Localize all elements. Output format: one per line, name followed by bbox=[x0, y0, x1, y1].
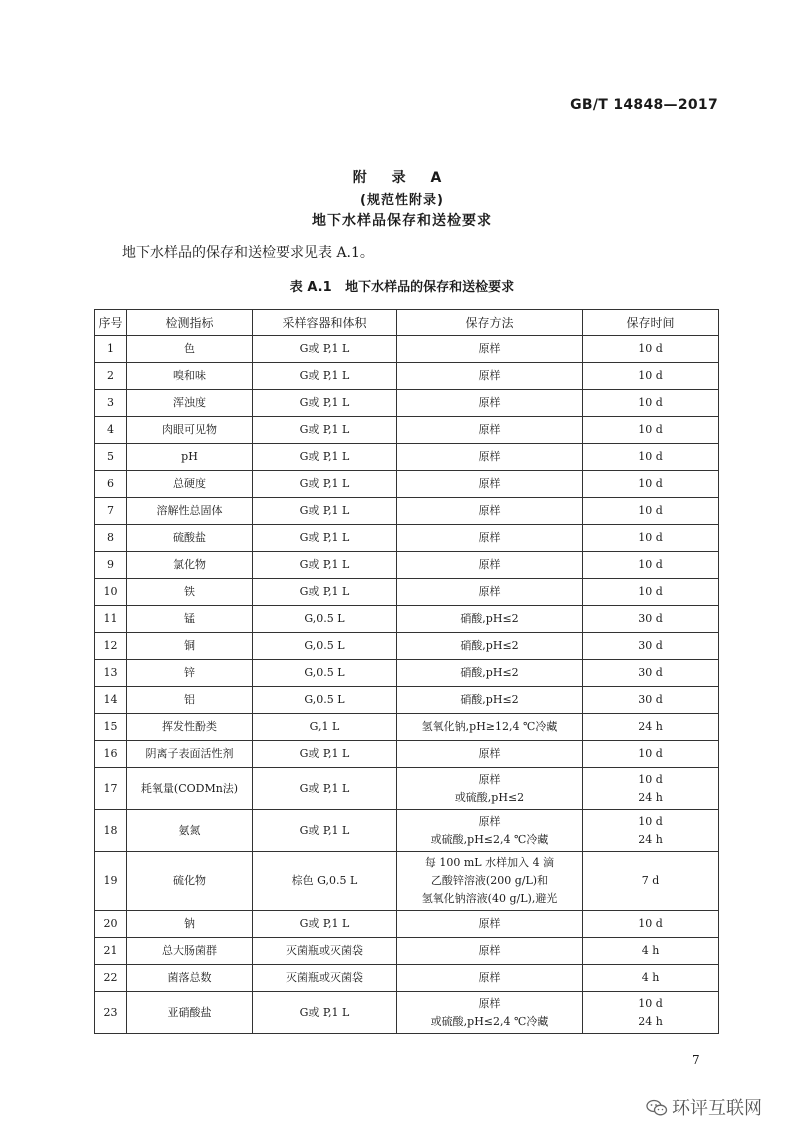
indicator-cell: 氯化物 bbox=[127, 552, 253, 579]
container-cell: G或 P,1 L bbox=[253, 810, 397, 852]
time-cell bbox=[583, 579, 719, 606]
method-line: 或硫酸,pH≤2,4 ℃冷藏 bbox=[430, 1014, 549, 1028]
row-number-cell: 22 bbox=[95, 965, 127, 992]
table-row bbox=[95, 687, 719, 714]
container-cell: 灭菌瓶或灭菌袋 bbox=[253, 938, 397, 965]
method-line: 原样 bbox=[478, 423, 501, 436]
method-cell bbox=[397, 810, 583, 852]
time-line: 10 d bbox=[638, 747, 663, 760]
container-cell: G或 P,1 L bbox=[253, 498, 397, 525]
indicator-cell: 色 bbox=[127, 336, 253, 363]
row-number-cell: 20 bbox=[95, 911, 127, 938]
container-cell: G或 P,1 L bbox=[253, 741, 397, 768]
container-cell: G或 P,1 L bbox=[253, 911, 397, 938]
column-header: 序号 bbox=[95, 310, 127, 336]
method-line: 原样 bbox=[478, 585, 501, 598]
time-line: 10 d bbox=[638, 504, 663, 517]
container-cell: G,0.5 L bbox=[253, 687, 397, 714]
indicator-cell: 铜 bbox=[127, 633, 253, 660]
row-number-cell: 6 bbox=[95, 471, 127, 498]
row-number-cell: 18 bbox=[95, 810, 127, 852]
table-row bbox=[95, 471, 719, 498]
container-cell: G,0.5 L bbox=[253, 606, 397, 633]
table-row bbox=[95, 965, 719, 992]
indicator-cell: 肉眼可见物 bbox=[127, 417, 253, 444]
method-cell bbox=[397, 417, 583, 444]
time-line: 30 d bbox=[638, 693, 663, 706]
time-cell bbox=[583, 810, 719, 852]
container-cell: G,1 L bbox=[253, 714, 397, 741]
table-row bbox=[95, 810, 719, 852]
method-line: 原样 bbox=[478, 814, 501, 828]
time-line: 10 d bbox=[638, 531, 663, 544]
time-cell bbox=[583, 633, 719, 660]
time-line: 10 d bbox=[638, 477, 663, 490]
container-cell: G或 P,1 L bbox=[253, 444, 397, 471]
method-line: 每 100 mL 水样加入 4 滴 bbox=[424, 856, 555, 869]
indicator-cell: 嗅和味 bbox=[127, 363, 253, 390]
method-line: 硝酸,pH≤2 bbox=[460, 612, 519, 625]
wechat-icon bbox=[646, 1099, 668, 1117]
time-cell bbox=[583, 606, 719, 633]
indicator-cell: 铁 bbox=[127, 579, 253, 606]
time-line: 10 d bbox=[638, 396, 663, 409]
table-row bbox=[95, 938, 719, 965]
indicator-cell: 总大肠菌群 bbox=[127, 938, 253, 965]
indicator-cell: 阴离子表面活性剂 bbox=[127, 741, 253, 768]
row-number-cell: 1 bbox=[95, 336, 127, 363]
method-cell bbox=[397, 336, 583, 363]
method-line: 原样 bbox=[478, 772, 501, 786]
container-cell: G或 P,1 L bbox=[253, 992, 397, 1034]
preservation-table bbox=[94, 309, 719, 1034]
table-row bbox=[95, 911, 719, 938]
time-cell bbox=[583, 768, 719, 810]
time-line: 10 d bbox=[638, 996, 663, 1010]
time-line: 4 h bbox=[641, 944, 660, 957]
time-cell bbox=[583, 471, 719, 498]
container-cell: G或 P,1 L bbox=[253, 363, 397, 390]
method-line: 原样 bbox=[478, 558, 501, 571]
method-cell bbox=[397, 660, 583, 687]
time-line: 10 d bbox=[638, 585, 663, 598]
time-line: 10 d bbox=[638, 342, 663, 355]
method-line: 原样 bbox=[478, 450, 501, 463]
column-header: 检测指标 bbox=[127, 310, 253, 336]
method-line: 原样 bbox=[478, 342, 501, 355]
time-cell bbox=[583, 938, 719, 965]
row-number-cell: 21 bbox=[95, 938, 127, 965]
time-cell bbox=[583, 911, 719, 938]
method-cell bbox=[397, 768, 583, 810]
time-cell bbox=[583, 660, 719, 687]
method-line: 氢氧化钠,pH≥12,4 ℃冷藏 bbox=[421, 720, 558, 733]
time-line: 7 d bbox=[641, 874, 660, 887]
method-cell bbox=[397, 552, 583, 579]
indicator-cell: 氨氮 bbox=[127, 810, 253, 852]
intro-paragraph: 地下水样品的保存和送检要求见表 A.1。 bbox=[122, 245, 374, 261]
method-line: 原样 bbox=[478, 747, 501, 760]
time-cell bbox=[583, 363, 719, 390]
time-cell bbox=[583, 552, 719, 579]
table-row bbox=[95, 498, 719, 525]
page-number: 7 bbox=[692, 1053, 700, 1067]
method-line: 原样 bbox=[478, 944, 501, 957]
time-line: 24 h bbox=[638, 790, 663, 804]
table-row bbox=[95, 552, 719, 579]
table-row bbox=[95, 444, 719, 471]
time-line: 10 d bbox=[638, 558, 663, 571]
indicator-cell: 铝 bbox=[127, 687, 253, 714]
container-cell: G,0.5 L bbox=[253, 633, 397, 660]
table-row bbox=[95, 660, 719, 687]
time-cell bbox=[583, 992, 719, 1034]
container-cell: G或 P,1 L bbox=[253, 471, 397, 498]
table-row bbox=[95, 579, 719, 606]
container-cell: 棕色 G,0.5 L bbox=[253, 852, 397, 911]
watermark-text: 环评互联网 bbox=[672, 1098, 762, 1119]
time-cell bbox=[583, 417, 719, 444]
watermark bbox=[646, 1094, 762, 1120]
row-number-cell: 19 bbox=[95, 852, 127, 911]
method-cell bbox=[397, 633, 583, 660]
method-cell bbox=[397, 444, 583, 471]
row-number-cell: 2 bbox=[95, 363, 127, 390]
container-cell: G或 P,1 L bbox=[253, 579, 397, 606]
method-cell bbox=[397, 525, 583, 552]
time-line: 10 d bbox=[638, 814, 663, 828]
row-number-cell: 3 bbox=[95, 390, 127, 417]
method-line: 乙酸锌溶液(200 g/L)和 bbox=[430, 874, 549, 887]
container-cell: G或 P,1 L bbox=[253, 552, 397, 579]
time-cell bbox=[583, 390, 719, 417]
row-number-cell: 13 bbox=[95, 660, 127, 687]
table-row bbox=[95, 336, 719, 363]
time-line: 24 h bbox=[638, 1014, 663, 1028]
column-header: 保存时间 bbox=[583, 310, 719, 336]
table-row bbox=[95, 390, 719, 417]
appendix-title: 附 录 A bbox=[352, 170, 452, 186]
time-cell bbox=[583, 965, 719, 992]
indicator-cell: 耗氧量(CODMn法) bbox=[127, 768, 253, 810]
table-row bbox=[95, 852, 719, 911]
method-line: 原样 bbox=[478, 477, 501, 490]
method-line: 或硫酸,pH≤2 bbox=[454, 790, 525, 804]
table-row bbox=[95, 741, 719, 768]
method-cell bbox=[397, 852, 583, 911]
method-line: 原样 bbox=[478, 917, 501, 930]
time-cell bbox=[583, 444, 719, 471]
time-line: 10 d bbox=[638, 917, 663, 930]
row-number-cell: 10 bbox=[95, 579, 127, 606]
method-cell bbox=[397, 579, 583, 606]
time-line: 10 d bbox=[638, 369, 663, 382]
method-line: 氢氧化钠溶液(40 g/L),避光 bbox=[421, 892, 558, 905]
method-cell bbox=[397, 911, 583, 938]
row-number-cell: 12 bbox=[95, 633, 127, 660]
time-cell bbox=[583, 741, 719, 768]
row-number-cell: 14 bbox=[95, 687, 127, 714]
column-header: 保存方法 bbox=[397, 310, 583, 336]
method-line: 硝酸,pH≤2 bbox=[460, 693, 519, 706]
time-cell bbox=[583, 336, 719, 363]
method-cell bbox=[397, 965, 583, 992]
table-row bbox=[95, 633, 719, 660]
table-body bbox=[95, 336, 719, 1034]
row-number-cell: 9 bbox=[95, 552, 127, 579]
method-line: 原样 bbox=[478, 504, 501, 517]
method-line: 原样 bbox=[478, 396, 501, 409]
time-cell bbox=[583, 714, 719, 741]
time-cell bbox=[583, 852, 719, 911]
row-number-cell: 15 bbox=[95, 714, 127, 741]
indicator-cell: 总硬度 bbox=[127, 471, 253, 498]
row-number-cell: 23 bbox=[95, 992, 127, 1034]
row-number-cell: 7 bbox=[95, 498, 127, 525]
method-line: 原样 bbox=[478, 971, 501, 984]
method-cell bbox=[397, 938, 583, 965]
time-cell bbox=[583, 498, 719, 525]
container-cell: G或 P,1 L bbox=[253, 390, 397, 417]
time-line: 10 d bbox=[638, 450, 663, 463]
container-cell: G或 P,1 L bbox=[253, 768, 397, 810]
table-row bbox=[95, 363, 719, 390]
time-line: 10 d bbox=[638, 772, 663, 786]
indicator-cell: 挥发性酚类 bbox=[127, 714, 253, 741]
indicator-cell: 硫化物 bbox=[127, 852, 253, 911]
method-cell bbox=[397, 606, 583, 633]
indicator-cell: 锰 bbox=[127, 606, 253, 633]
method-cell bbox=[397, 714, 583, 741]
indicator-cell: 硫酸盐 bbox=[127, 525, 253, 552]
container-cell: G或 P,1 L bbox=[253, 525, 397, 552]
method-line: 硝酸,pH≤2 bbox=[460, 639, 519, 652]
time-line: 10 d bbox=[638, 423, 663, 436]
row-number-cell: 16 bbox=[95, 741, 127, 768]
standard-number: GB/T 14848—2017 bbox=[570, 97, 718, 113]
container-cell: G或 P,1 L bbox=[253, 336, 397, 363]
row-number-cell: 4 bbox=[95, 417, 127, 444]
container-cell: G,0.5 L bbox=[253, 660, 397, 687]
table-header-row bbox=[95, 310, 719, 336]
row-number-cell: 11 bbox=[95, 606, 127, 633]
indicator-cell: 菌落总数 bbox=[127, 965, 253, 992]
table-row bbox=[95, 525, 719, 552]
table-row bbox=[95, 992, 719, 1034]
time-line: 30 d bbox=[638, 612, 663, 625]
indicator-cell: 浑浊度 bbox=[127, 390, 253, 417]
table-row bbox=[95, 714, 719, 741]
method-cell bbox=[397, 390, 583, 417]
indicator-cell: 溶解性总固体 bbox=[127, 498, 253, 525]
table-row bbox=[95, 606, 719, 633]
appendix-type: (规范性附录) bbox=[360, 193, 444, 208]
method-line: 原样 bbox=[478, 996, 501, 1010]
row-number-cell: 8 bbox=[95, 525, 127, 552]
method-line: 或硫酸,pH≤2,4 ℃冷藏 bbox=[430, 832, 549, 846]
method-line: 硝酸,pH≤2 bbox=[460, 666, 519, 679]
appendix-heading: 地下水样品保存和送检要求 bbox=[312, 213, 492, 229]
method-cell bbox=[397, 992, 583, 1034]
container-cell: G或 P,1 L bbox=[253, 417, 397, 444]
table-row bbox=[95, 768, 719, 810]
method-line: 原样 bbox=[478, 369, 501, 382]
time-line: 30 d bbox=[638, 639, 663, 652]
row-number-cell: 5 bbox=[95, 444, 127, 471]
time-line: 30 d bbox=[638, 666, 663, 679]
indicator-cell: 亚硝酸盐 bbox=[127, 992, 253, 1034]
table-caption: 表 A.1 地下水样品的保存和送检要求 bbox=[289, 280, 515, 295]
method-line: 原样 bbox=[478, 531, 501, 544]
indicator-cell: 钠 bbox=[127, 911, 253, 938]
time-line: 4 h bbox=[641, 971, 660, 984]
row-number-cell: 17 bbox=[95, 768, 127, 810]
time-cell bbox=[583, 525, 719, 552]
indicator-cell: pH bbox=[127, 444, 253, 471]
method-cell bbox=[397, 687, 583, 714]
indicator-cell: 锌 bbox=[127, 660, 253, 687]
table-row bbox=[95, 417, 719, 444]
time-cell bbox=[583, 687, 719, 714]
method-cell bbox=[397, 741, 583, 768]
time-line: 24 h bbox=[638, 832, 663, 846]
time-line: 24 h bbox=[638, 720, 663, 733]
method-cell bbox=[397, 363, 583, 390]
column-header: 采样容器和体积 bbox=[253, 310, 397, 336]
method-cell bbox=[397, 498, 583, 525]
container-cell: 灭菌瓶或灭菌袋 bbox=[253, 965, 397, 992]
method-cell bbox=[397, 471, 583, 498]
